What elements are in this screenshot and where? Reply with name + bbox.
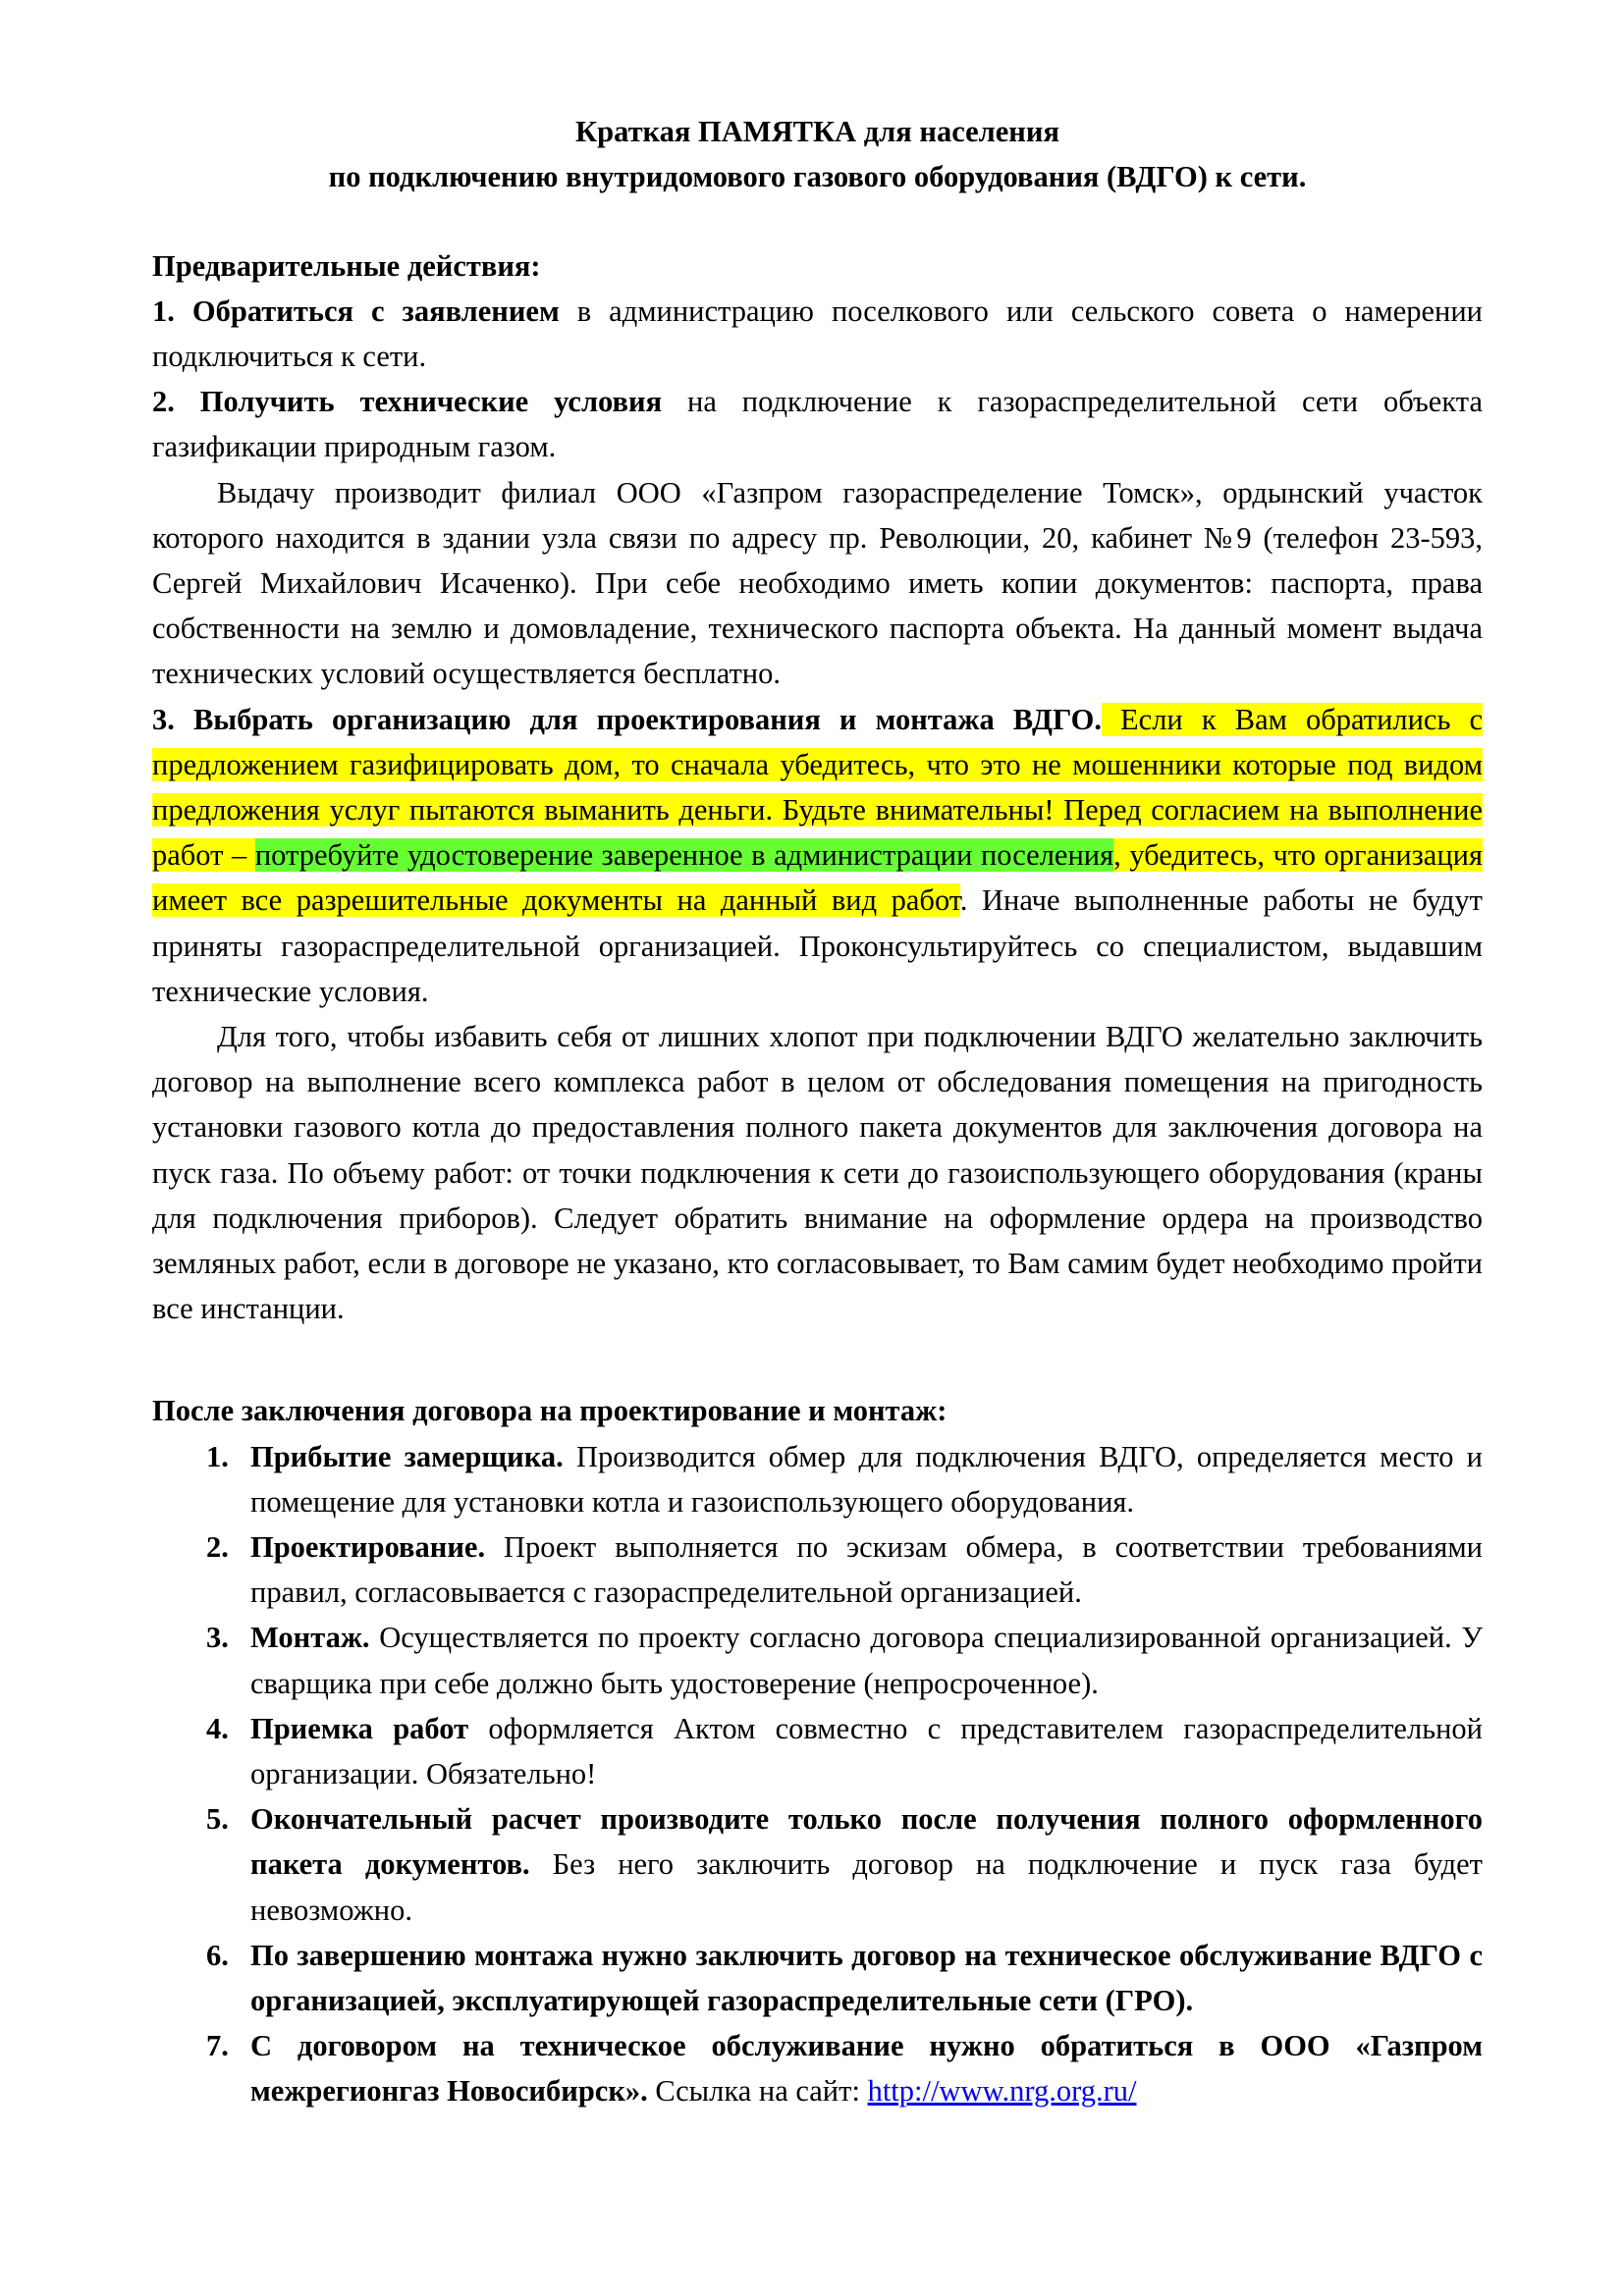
step-bold: Приемка работ [250,1711,469,1745]
title-line-2: по подключению внутридомового газового оборудования (ВДГО) к сети. [328,159,1307,193]
after-contract-steps [152,1434,1483,2114]
step-rest: Ссылка на сайт: [647,2074,868,2109]
after-contract-heading: После заключения договора на проектирование и монтаж: [152,1394,947,1428]
issuance-paragraph: Выдачу производит филиал ООО «Газпром газораспределение Томск», ордынский участок которого находится в здании узла связи по адресу пр. Революции, 20, кабинет №9 (телефон 23-593, Сергей Михайлович Исаченко). При себе необходимо иметь копии документов: паспорта, права собственности на землю и домовладение, технического паспорта объекта. На данный момент выдача технических условий осуществляется бесплатно. [152,475,1483,691]
document-title [152,110,1483,200]
list-item [152,1796,1483,1933]
step-rest: Проект выполняется по эскизам обмера, в соответствии требованиями правил, согласовывается с газораспределительной организацией. [250,1529,1483,1610]
step-bold: Монтаж. [250,1621,370,1655]
preliminary-item-2-bold: 2. Получить технические условия [152,385,663,419]
step-rest: Без него заключить договор на подключение и пуск газа будет невозможно. [250,1847,1484,1927]
title-line-1: Краткая ПАМЯТКА для населения [575,115,1059,148]
advice-paragraph: Для того, чтобы избавить себя от лишних хлопот при подключении ВДГО желательно заключить договор на выполнение всего комплекса работ в целом от обследования помещения на пригодность установки газового котла до предоставления полного пакета документов для заключения договора на пуск газа. По объему работ: от точки подключения к сети до газоиспользующего оборудования (краны для подключения приборов). Следует обратить внимание на оформление ордера на производство земляных работ, если в договоре не указано, кто согласовывает, то Вам самим будет необходимо пройти все инстанции. [152,1019,1483,1326]
list-item [152,1524,1483,1615]
step-bold: По завершению монтажа нужно заключить договор на техническое обслуживание ВДГО с организацией, эксплуатирующей газораспределительные сети (ГРО). [250,1938,1483,2018]
list-item [152,1434,1483,1524]
step-rest: Осуществляется по проекту согласно договора специализированной организацией. У сварщика при себе должно быть удостоверение (непросроченное). [250,1621,1483,1700]
spacer [152,200,1483,243]
list-item [152,2023,1483,2113]
preliminary-item-1-rest: в администрацию поселкового или сельского совета о намерении подключиться к сети. [152,294,1483,373]
step-rest: оформляется Актом совместно с представителем газораспределительной организации. Обязательно! [250,1711,1483,1790]
preliminary-item-2-rest: на подключение к газораспределительной сети объекта газификации природным газом. [152,385,1483,464]
step-bold: Прибытие замерщика. [250,1439,564,1473]
preliminary-item-1-bold: 1. Обратиться с заявлением [152,294,560,328]
preliminary-item-3-bold: 3. Выбрать организацию для проектирования и монтажа ВДГО. [152,702,1102,736]
preliminary-heading: Предварительные действия: [152,248,541,283]
highlight-green: потребуйте удостоверение заверенное в администрации поселения [254,838,1114,873]
preliminary-item-1 [152,289,1483,379]
step-rest: Производится обмер для подключения ВДГО, определяется место и помещение для установки котла и газоиспользующего оборудования. [250,1439,1483,1519]
list-item [152,1615,1483,1705]
spacer [152,1331,1483,1388]
highlight-yellow-second: , убедитесь, что организация имеет все разрешительные документы на данный вид работ [152,838,1484,918]
list-item [152,1933,1483,2023]
preliminary-item-3-rest: . Иначе выполненные работы не будут приняты газораспределительной организацией. Проконсультируйтесь со специалистом, выдавшим технические условия. [152,883,1483,1008]
step-bold: Окончательный расчет производите только после получения полного оформленного пакета документов. [250,1802,1483,1882]
website-link[interactable]: http://www.nrg.org.ru/ [867,2074,1137,2109]
step-bold: С договором на техническое обслуживание нужно обратиться в ООО «Газпром межрегионгаз Новосибирск». [250,2029,1483,2109]
list-item [152,1706,1483,1796]
document-body [152,110,1483,2114]
highlight-yellow-first: Если к Вам обратились с предложением газифицировать дом, то сначала убедитесь, что это не мошенники которые под видом предложения услуг пытаются выманить деньги. Будьте внимательны! Перед согласием на выполнение работ – [152,702,1483,873]
preliminary-item-3 [152,697,1483,1014]
preliminary-item-2 [152,379,1483,469]
step-bold: Проектирование. [250,1529,486,1564]
